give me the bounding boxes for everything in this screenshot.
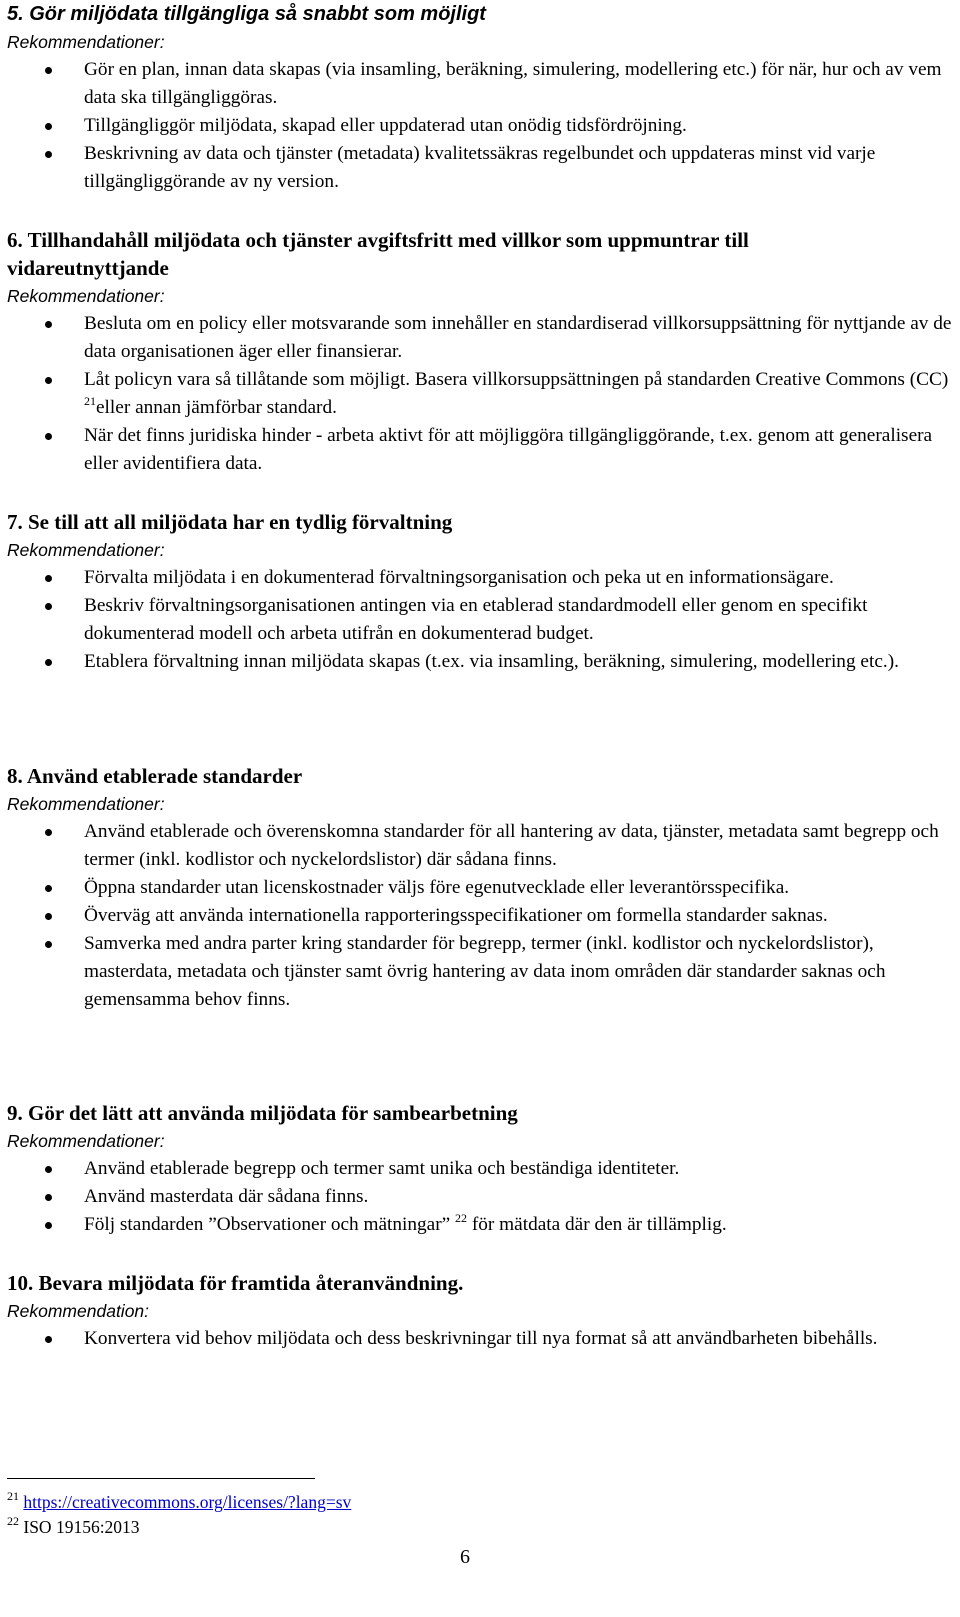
bullet-icon: [45, 123, 52, 130]
bullet-icon: [45, 1194, 52, 1201]
bullet-icon: [45, 321, 52, 328]
recommendation-list: [7, 1325, 952, 1353]
section-heading: 10. Bevara miljödata för framtida återanvändning.: [7, 1271, 464, 1295]
section-heading: 5. Gör miljödata tillgängliga så snabbt som möjligt: [7, 3, 486, 25]
recommendations-label: Rekommendationer:: [7, 32, 165, 52]
footnote-text: ISO 19156:2013: [23, 1517, 140, 1537]
bullet-icon: [45, 913, 52, 920]
list-item: Konvertera vid behov miljödata och dess beskrivningar till nya format så att användbarheten bibehålls.: [7, 1325, 954, 1353]
bullet-icon: [45, 151, 52, 158]
bullet-icon: [45, 433, 52, 440]
footnote-22: [7, 1515, 140, 1539]
bullet-icon: [45, 659, 52, 666]
bullet-icon: [45, 829, 52, 836]
list-item: Samverka med andra parter kring standarder för begrepp, termer (inkl. kodlistor och nyckelordslistor), masterdata, metadata och tjänster samt övrig hantering av data inom områden där standarder saknas och gemensamma behov finns.: [7, 930, 954, 1014]
bullet-icon: [45, 67, 52, 74]
recommendation-list: [7, 56, 952, 196]
list-item: Tillgängliggör miljödata, skapad eller uppdaterad utan onödig tidsfördröjning.: [7, 112, 954, 140]
footnote-divider: [7, 1478, 315, 1479]
list-item: Besluta om en policy eller motsvarande som innehåller en standardiserad villkorsuppsättning för nyttjande av de data organisationen äger eller finansierar.: [7, 310, 954, 366]
recommendations-label: Rekommendationer:: [7, 540, 165, 560]
page-number: 6: [460, 1546, 470, 1568]
recommendations-label: Rekommendation:: [7, 1301, 150, 1321]
recommendations-label: Rekommendationer:: [7, 286, 165, 306]
bullet-icon: [45, 1166, 52, 1173]
section-heading: 6. Tillhandahåll miljödata och tjänster avgiftsfritt med villkor som uppmuntrar till vidareutnyttjande: [7, 228, 749, 280]
section-heading: 8. Använd etablerade standarder: [7, 764, 303, 788]
list-item: Överväg att använda internationella rapporteringsspecifikationer om formella standarder saknas.: [7, 902, 954, 930]
section-10: [7, 1269, 952, 1353]
recommendation-list: [7, 564, 952, 676]
section-7: [7, 508, 952, 676]
bullet-icon: [45, 603, 52, 610]
footnote-ref-21[interactable]: 21: [84, 394, 96, 408]
list-item: Öppna standarder utan licenskostnader väljs före egenutvecklade eller leverantörsspecifika.: [7, 874, 954, 902]
list-item: När det finns juridiska hinder - arbeta aktivt för att möjliggöra tillgängliggörande, t.ex. genom att generalisera eller avidentifiera data.: [7, 422, 954, 478]
recommendation-list: [7, 818, 952, 1014]
bullet-icon: [45, 885, 52, 892]
bullet-icon: [45, 377, 52, 384]
recommendations-label: Rekommendationer:: [7, 1131, 165, 1151]
recommendation-list: [7, 1155, 952, 1239]
section-5: [7, 0, 952, 196]
footnote-number: 21: [7, 1489, 19, 1503]
recommendations-label: Rekommendationer:: [7, 794, 165, 814]
recommendation-list: [7, 310, 952, 478]
list-item: Använd masterdata där sådana finns.: [7, 1183, 954, 1211]
footnote-21: [7, 1490, 351, 1514]
list-item: Etablera förvaltning innan miljödata skapas (t.ex. via insamling, beräkning, simulering, modellering etc.).: [7, 648, 954, 676]
section-9: [7, 1099, 952, 1239]
list-item: Gör en plan, innan data skapas (via insamling, beräkning, simulering, modellering etc.) för när, hur och av vem data ska tillgängliggöras.: [7, 56, 954, 112]
list-item: Beskriv förvaltningsorganisationen antingen via en etablerad standardmodell eller genom en specifikt dokumenterad modell och arbeta utifrån en dokumenterad budget.: [7, 592, 954, 648]
section-8: [7, 762, 952, 1014]
list-item: Använd etablerade begrepp och termer samt unika och beständiga identiteter.: [7, 1155, 954, 1183]
section-heading: 9. Gör det lätt att använda miljödata för sambearbetning: [7, 1101, 518, 1125]
section-heading: 7. Se till att all miljödata har en tydlig förvaltning: [7, 510, 453, 534]
bullet-icon: [45, 1222, 52, 1229]
list-item: Förvalta miljödata i en dokumenterad förvaltningsorganisation och peka ut en informationsägare.: [7, 564, 954, 592]
bullet-icon: [45, 1336, 52, 1343]
section-6: [7, 226, 952, 478]
bullet-icon: [45, 941, 52, 948]
footnote-ref-22[interactable]: 22: [455, 1211, 468, 1225]
creative-commons-link[interactable]: https://creativecommons.org/licenses/?lang=sv: [23, 1492, 352, 1512]
bullet-icon: [45, 575, 52, 582]
list-item: Beskrivning av data och tjänster (metadata) kvalitetssäkras regelbundet och uppdateras minst vid varje tillgängliggörande av ny version.: [7, 140, 954, 196]
list-item: Följ standarden ”Observationer och mätningar” $^{22}$ för mätdata där den är tillämplig.: [7, 1211, 954, 1239]
list-item: Låt policyn vara så tillåtande som möjligt. Basera villkorsuppsättningen på standarden Creative Commons (CC) $^{21}$eller annan jämförbar standard.: [7, 366, 954, 422]
list-item: Använd etablerade och överenskomna standarder för all hantering av data, tjänster, metadata samt begrepp och termer (inkl. kodlistor och nyckelordslistor) där sådana finns.: [7, 818, 954, 874]
footnote-number: 22: [7, 1514, 19, 1528]
